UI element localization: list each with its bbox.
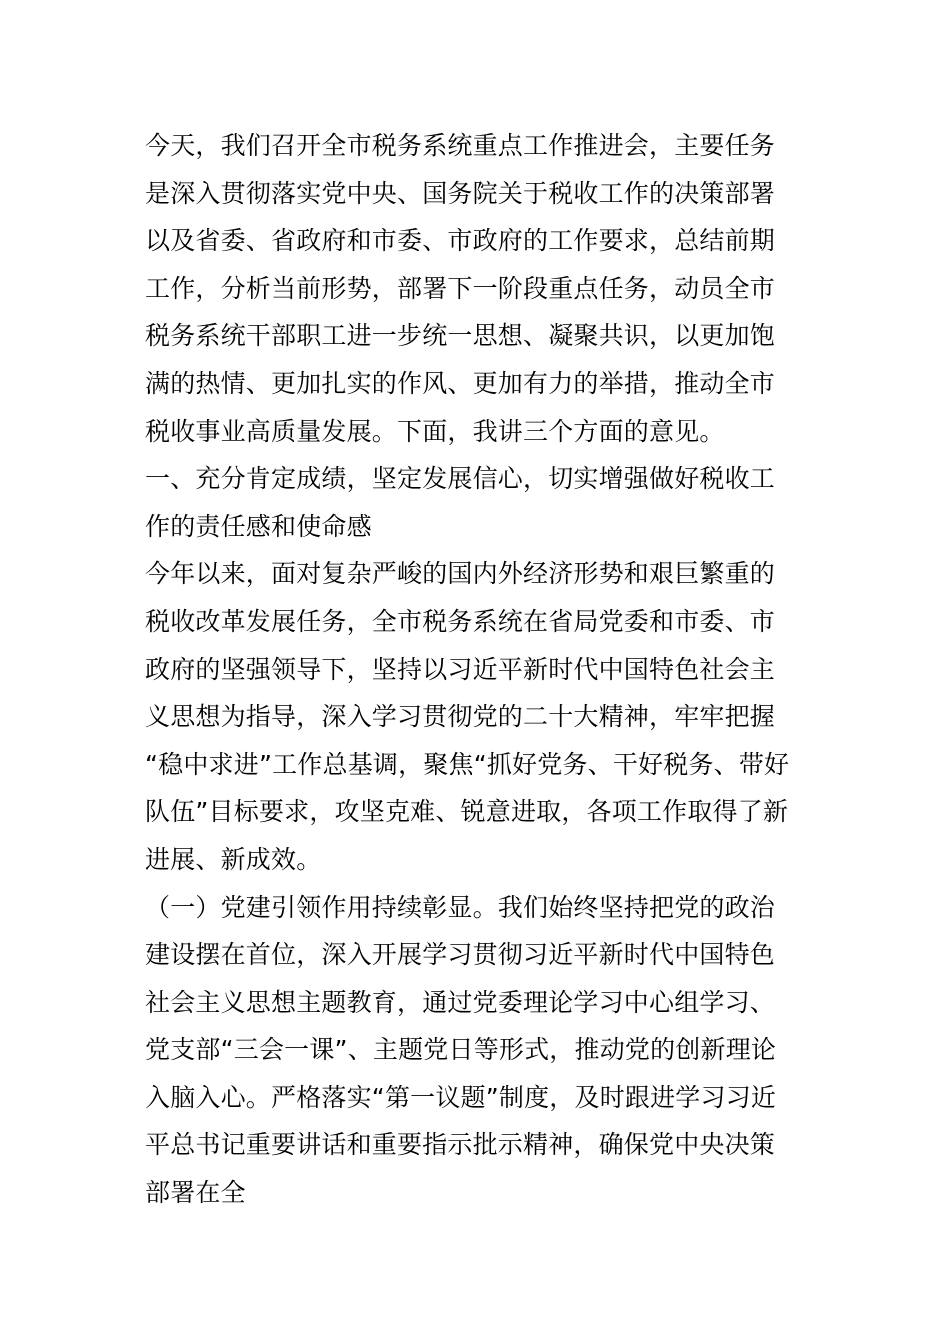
text-line: 社会主义思想主题教育，通过党委理论学习中心组学习、 <box>145 987 776 1017</box>
text-line: 是深入贯彻落实党中央、国务院关于税收工作的决策部署 <box>145 178 776 208</box>
text-line: 今年以来，面对复杂严峻的国内外经济形势和艰巨繁重的 <box>145 559 776 589</box>
text-line: 建设摆在首位，深入开展学习贯彻习近平新时代中国特色 <box>145 940 776 970</box>
text-line: 部署在全 <box>145 1178 246 1208</box>
section-heading-line: 作的责任感和使命感 <box>145 511 372 541</box>
text-line: 税收事业高质量发展。下面，我讲三个方面的意见。 <box>145 416 725 446</box>
text-line: （一）党建引领作用持续彰显。我们始终坚持把党的政治 <box>145 892 776 922</box>
text-line: 党支部“三会一课”、主题党日等形式，推动党的创新理论 <box>145 1035 777 1065</box>
text-line: 满的热情、更加扎实的作风、更加有力的举措，推动全市 <box>145 368 776 398</box>
text-line: “稳中求进”工作总基调，聚焦“抓好党务、干好税务、带好 <box>145 749 790 779</box>
text-line: 队伍”目标要求，攻坚克难、锐意进取，各项工作取得了新 <box>145 797 789 827</box>
document-body <box>145 122 810 1217</box>
text-line: 税收改革发展任务，全市税务系统在省局党委和市委、市 <box>145 606 776 636</box>
text-line: 进展、新成效。 <box>145 844 322 874</box>
section-heading-line: 一、充分肯定成绩，坚定发展信心，切实增强做好税收工 <box>145 464 776 494</box>
text-line: 今天，我们召开全市税务系统重点工作推进会，主要任务 <box>145 131 776 160</box>
text-line: 平总书记重要讲话和重要指示批示精神，确保党中央决策 <box>145 1130 776 1160</box>
text-line: 税务系统干部职工进一步统一思想、凝聚共识，以更加饱 <box>145 321 776 351</box>
text-line: 以及省委、省政府和市委、市政府的工作要求，总结前期 <box>145 226 776 256</box>
text-line: 工作，分析当前形势，部署下一阶段重点任务，动员全市 <box>145 273 776 303</box>
text-line: 入脑入心。严格落实“第一议题”制度，及时跟进学习习近 <box>145 1082 777 1112</box>
text-line: 政府的坚强领导下，坚持以习近平新时代中国特色社会主 <box>145 654 776 684</box>
text-line: 义思想为指导，深入学习贯彻党的二十大精神，牢牢把握 <box>145 702 776 732</box>
